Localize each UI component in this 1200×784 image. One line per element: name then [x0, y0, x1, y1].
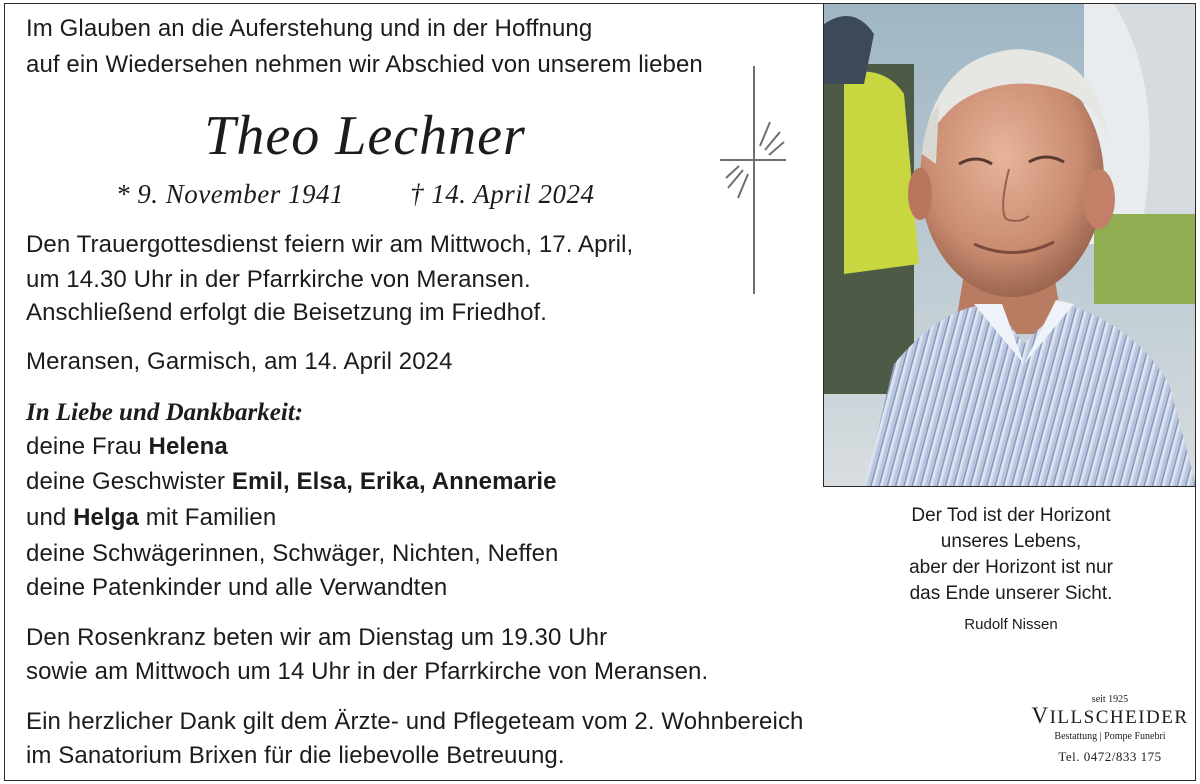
quote-line-1: Der Tod ist der Horizont	[911, 505, 1111, 526]
rosary-line-2: sowie am Mittwoch um 14 Uhr in der Pfarrkirche von Meransen.	[26, 658, 709, 685]
wife-name: Helena	[148, 433, 228, 460]
siblings-names: Emil, Elsa, Erika, Annemarie	[231, 468, 557, 495]
portrait-photo	[823, 3, 1196, 487]
helga-name: Helga	[73, 504, 139, 531]
mourner-godchildren: deine Patenkinder und alle Verwandten	[26, 574, 448, 601]
undertaker-logo	[1030, 694, 1190, 774]
birth-date: * 9. November 1941	[116, 179, 344, 209]
logo-phone: Tel. 0472/833 175	[1058, 749, 1162, 764]
intro-line-2: auf ein Wiedersehen nehmen wir Abschied von unserem lieben	[26, 51, 703, 78]
mourner-siblings: deine Geschwister Emil, Elsa, Erika, Annemarie	[26, 468, 557, 495]
quote-line-2: unseres Lebens,	[940, 531, 1082, 552]
logo-since: seit 1925	[1091, 694, 1129, 705]
funeral-line-3: Anschließend erfolgt die Beisetzung im Friedhof.	[26, 299, 548, 326]
deceased-name: Theo Lechner	[204, 105, 526, 167]
mourner-helga: und Helga mit Familien	[26, 504, 277, 531]
death-date: † 14. April 2024	[410, 179, 595, 209]
quote-author: Rudolf Nissen	[964, 616, 1058, 633]
mourners-heading: In Liebe und Dankbarkeit:	[26, 399, 304, 426]
intro-line-1: Im Glauben an die Auferstehung und in der Hoffnung	[26, 15, 593, 42]
funeral-line-2: um 14.30 Uhr in der Pfarrkirche von Meransen.	[26, 266, 531, 293]
thanks-line-1: Ein herzlicher Dank gilt dem Ärzte- und Pflegeteam vom 2. Wohnbereich	[26, 708, 804, 735]
quote-line-4: das Ende unserer Sicht.	[909, 583, 1113, 604]
funeral-line-1: Den Trauergottesdienst feiern wir am Mittwoch, 17. April,	[26, 231, 634, 258]
cross-with-rays-icon	[716, 66, 792, 294]
rosary-line-1: Den Rosenkranz beten wir am Dienstag um 19.30 Uhr	[26, 624, 608, 651]
thanks-line-2: im Sanatorium Brixen für die liebevolle Betreuung.	[26, 742, 565, 769]
mourner-inlaws: deine Schwägerinnen, Schwäger, Nichten, Neffen	[26, 540, 559, 567]
logo-brand: VILLSCHEIDER	[1031, 703, 1189, 728]
logo-tagline: Bestattung | Pompe Funebri	[1054, 731, 1166, 742]
quote	[836, 503, 1186, 607]
quote-line-3: aber der Horizont ist nur	[909, 557, 1113, 578]
place-date: Meransen, Garmisch, am 14. April 2024	[26, 348, 453, 375]
mourner-wife: deine Frau Helena	[26, 433, 228, 460]
